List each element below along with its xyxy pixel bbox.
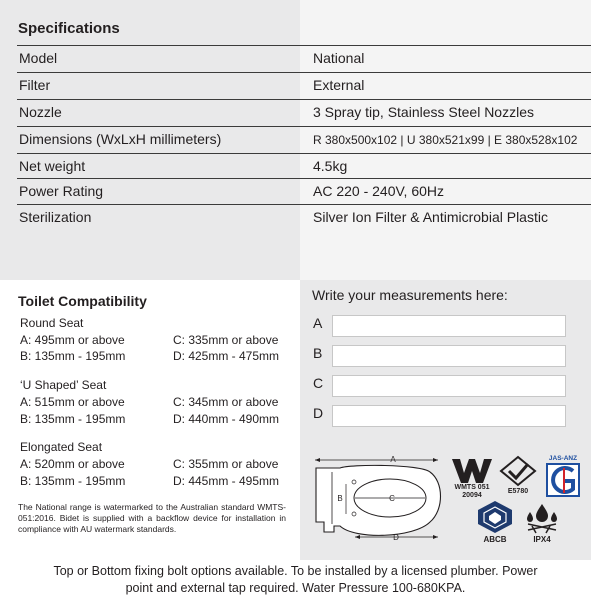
spec-value: R 380x500x102 | U 380x521x99 | E 380x528x102 (313, 133, 578, 147)
seat-dimension-b: B: 135mm - 195mm (20, 412, 126, 426)
spec-value: 4.5kg (313, 158, 348, 174)
watermark-note: The National range is watermarked to the Australian standard WMTS-051:2016. Bidet is supplied with a backflow device for installation in compliance with AU watermark standards. (18, 502, 286, 534)
seat-dimension-b: B: 135mm - 195mm (20, 349, 126, 363)
measurement-label-a: A (313, 315, 323, 331)
e5780-label: E5780 (507, 488, 529, 495)
dimension-label-a: A (390, 455, 396, 464)
watermark-w-icon (446, 457, 498, 485)
measurement-input-d[interactable] (332, 405, 566, 427)
seat-dimension-b: B: 135mm - 195mm (20, 474, 126, 488)
jas-anz-logo (543, 455, 583, 497)
toilet-seat-diagram (310, 452, 445, 548)
spec-value: External (313, 77, 365, 93)
spec-row-net-weight (17, 153, 591, 180)
spec-row-nozzle (17, 99, 591, 126)
seat-dimension-c: C: 345mm or above (173, 395, 279, 409)
spec-row-sterilization (17, 204, 591, 231)
seat-dimension-c: C: 355mm or above (173, 457, 279, 471)
measurement-input-a[interactable] (332, 315, 566, 337)
seat-dimension-a: A: 520mm or above (20, 457, 125, 471)
spec-label: Model (19, 50, 58, 66)
installation-notice (0, 563, 591, 597)
seat-dimension-d: D: 445mm - 495mm (173, 474, 280, 488)
toilet-compatibility-panel (0, 280, 300, 560)
spec-row-power-rating (17, 178, 591, 205)
dimension-label-c: C (389, 494, 395, 503)
rcm-logo (498, 455, 538, 499)
spec-label: Nozzle (19, 104, 62, 120)
seat-dimension-a: A: 495mm or above (20, 333, 125, 347)
jas-anz-mark-icon (543, 463, 583, 497)
ipx4-logo (520, 500, 564, 546)
spec-label: Net weight (19, 158, 86, 174)
measurement-label-d: D (313, 405, 324, 421)
spec-value: Silver Ion Filter & Antimicrobial Plastic (313, 209, 548, 225)
measurement-input-c[interactable] (332, 375, 566, 397)
spec-value: AC 220 - 240V, 60Hz (313, 183, 445, 199)
measurement-label-c: C (313, 375, 324, 391)
water-splash-icon (520, 500, 564, 534)
wmts-number: 20094 (462, 492, 482, 499)
abcb-label: ABCB (483, 535, 507, 544)
measurements-title: Write your measurements here: (312, 287, 508, 303)
seat-dimension-c: C: 335mm or above (173, 333, 279, 347)
seat-type-elongated: Elongated Seat (20, 440, 103, 454)
seat-type-round: Round Seat (20, 316, 84, 330)
spec-row-dimensions (17, 126, 591, 153)
dimension-label-d: D (393, 533, 399, 542)
watermark-logo (446, 457, 498, 501)
jas-anz-label: JAS-ANZ (548, 455, 578, 462)
toilet-compatibility-title: Toilet Compatibility (18, 293, 147, 309)
seat-dimension-d: D: 425mm - 475mm (173, 349, 280, 363)
seat-dimension-a: A: 515mm or above (20, 395, 125, 409)
ipx4-label: IPX4 (533, 535, 551, 544)
spec-value: 3 Spray tip, Stainless Steel Nozzles (313, 104, 534, 120)
spec-row-filter (17, 72, 591, 99)
spec-label: Dimensions (WxLxH millimeters) (19, 131, 222, 147)
wmts-label: WMTS 051 (454, 484, 490, 491)
installation-notice-line-1: Top or Bottom fixing bolt options available. To be installed by a licensed plumber. Power (53, 564, 538, 578)
measurement-label-b: B (313, 345, 323, 361)
rcm-check-icon (498, 455, 538, 487)
abcb-logo (475, 500, 515, 546)
measurement-input-b[interactable] (332, 345, 566, 367)
spec-label: Filter (19, 77, 51, 93)
seat-dimension-d: D: 440mm - 490mm (173, 412, 280, 426)
spec-label: Power Rating (19, 183, 104, 199)
abcb-shield-icon (475, 500, 515, 534)
specifications-title: Specifications (18, 20, 120, 37)
spec-label: Sterilization (19, 209, 92, 225)
seat-type-u-shaped: ‘U Shaped’ Seat (20, 378, 107, 392)
spec-row-model (17, 45, 591, 72)
dimension-label-b: B (337, 494, 343, 503)
installation-notice-line-2: point and external tap required. Water Pressure 100-680KPA. (125, 581, 466, 595)
spec-value: National (313, 50, 365, 66)
